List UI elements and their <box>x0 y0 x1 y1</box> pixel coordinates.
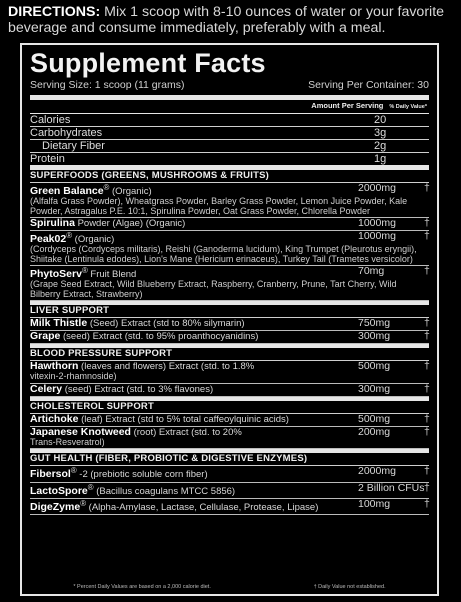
ingredient-description: (Grape Seed Extract, Wild Blueberry Extract, Raspberry, Cranberry, Prune, Tart Cherry, Wild Bilberry Extract, Strawberry) <box>30 279 397 299</box>
registered-mark: ® <box>81 266 88 276</box>
dagger-mark: † <box>424 360 430 373</box>
ingredient-row <box>30 466 429 482</box>
registered-mark: ® <box>80 498 87 508</box>
footnote-dagger: † Daily Value not established. <box>313 584 386 590</box>
ingredient-row <box>30 231 429 266</box>
ingredient-row <box>30 266 429 301</box>
dagger-mark: † <box>424 317 430 330</box>
ingredient-description: vitexin-2-rhamnoside) <box>30 371 117 382</box>
footnotes <box>22 584 437 590</box>
ingredient-detail: (leaf) Extract (std to 5% total caffeoylquinic acids) <box>78 413 289 425</box>
ingredient-name: Hawthorn <box>30 360 79 373</box>
ingredient-amount: 300mg <box>358 382 391 395</box>
ingredient-detail: -2 (prebiotic soluble corn fiber) <box>76 469 208 481</box>
ingredient-row <box>30 183 429 218</box>
registered-mark: ® <box>87 482 94 492</box>
ingredient-name: Celery <box>30 382 63 395</box>
ingredient-detail: Fruit Blend <box>87 269 137 281</box>
ingredient-detail: (Seed) Extract (std to 80% silymarin) <box>87 318 245 330</box>
ingredient-detail: (seed) Extract (std. to 95% proanthocyanidins) <box>60 331 259 343</box>
ingredient-name: PhytoServ <box>30 268 82 281</box>
registered-mark: ® <box>66 231 73 241</box>
ingredient-name: Green Balance <box>30 185 104 198</box>
nutrient-amount: 20 <box>374 114 387 126</box>
ingredient-row <box>30 361 429 384</box>
ingredient-name: Grape <box>30 330 61 343</box>
ingredient-amount: 300mg <box>358 330 391 343</box>
ingredient-name: DigeZyme <box>30 500 81 513</box>
ingredient-sections <box>30 170 429 515</box>
ingredient-amount: 2 Billion CFUs <box>358 481 425 494</box>
nutrient-row <box>30 140 429 153</box>
amount-header: Amount Per Serving <box>311 101 384 110</box>
dagger-mark: † <box>424 465 430 478</box>
ingredient-amount: 500mg <box>358 360 391 373</box>
dagger-mark: † <box>424 412 430 425</box>
ingredient-amount: 1000mg <box>358 217 396 230</box>
ingredient-detail: (Alpha-Amylase, Lactase, Cellulase, Protease, Lipase) <box>86 501 319 513</box>
nutrient-name: Carbohydrates <box>30 127 103 139</box>
nutrient-name: Calories <box>30 114 71 126</box>
ingredient-detail: (seed) Extract (std. to 3% flavones) <box>62 383 214 395</box>
ingredient-detail: (Bacillus coagulans MTCC 5856) <box>93 485 236 497</box>
ingredient-detail: (Organic) <box>109 186 152 198</box>
ingredient-amount: 70mg <box>358 265 385 278</box>
dagger-mark: † <box>424 265 430 278</box>
dagger-mark: † <box>424 382 430 395</box>
ingredient-detail: (leaves and flowers) Extract (std. to 1.8% <box>78 361 255 373</box>
nutrient-row <box>30 153 429 170</box>
ingredient-name: LactoSpore <box>30 484 88 497</box>
ingredient-amount: 2000mg <box>358 465 396 478</box>
serving-size: Serving Size: 1 scoop (11 grams) <box>30 79 185 91</box>
nutrient-amount: 1g <box>374 153 387 165</box>
nutrient-amount: 3g <box>374 127 387 139</box>
dagger-mark: † <box>424 182 430 194</box>
ingredient-detail: (root) Extract (std. to 20% <box>130 426 242 438</box>
nutrient-row <box>30 114 429 127</box>
nutrient-name: Protein <box>30 153 65 165</box>
ingredient-row <box>30 384 429 397</box>
ingredient-name: Milk Thistle <box>30 317 88 330</box>
ingredient-row <box>30 483 429 499</box>
directions-label: DIRECTIONS: <box>8 4 101 20</box>
section-title: CHOLESTEROL SUPPORT <box>30 397 429 414</box>
ingredient-row <box>30 331 429 344</box>
nutrient-name: Dietary Fiber <box>42 140 105 152</box>
ingredient-name: Japanese Knotweed <box>30 425 131 438</box>
servings-per-container: Serving Per Container: 30 <box>308 79 429 91</box>
supplement-facts-panel <box>20 43 439 596</box>
panel-title: Supplement Facts <box>30 48 266 78</box>
ingredient-row <box>30 499 429 515</box>
column-header <box>30 100 429 114</box>
section-title: SUPERFOODS (GREENS, MUSHROOMS & FRUITS) <box>30 170 429 183</box>
dagger-mark: † <box>424 230 430 243</box>
ingredient-amount: 200mg <box>358 425 391 438</box>
dagger-mark: † <box>424 481 430 494</box>
nutrient-row <box>30 127 429 140</box>
ingredient-detail: (Organic) <box>72 234 115 246</box>
dagger-mark: † <box>424 425 430 438</box>
ingredient-description: (Cordyceps (Cordyceps militaris), Reishi (Ganoderma lucidum), King Trumpet (Pleurotus eryngii), Shiitake (Lentinula edodes), Lion's Mane (Hericium erinaceus), Turkey Tail (Trametes versicolor) <box>30 244 417 264</box>
dagger-mark: † <box>424 330 430 343</box>
ingredient-amount: 1000mg <box>358 230 396 243</box>
serving-info <box>30 79 429 100</box>
dagger-mark: † <box>424 497 430 510</box>
ingredient-name: Peak02 <box>30 233 67 246</box>
ingredient-amount: 100mg <box>358 497 391 510</box>
directions-body: Mix 1 scoop with 8-10 ounces of water or your favorite beverage and consume immediately, preferably with a meal. <box>8 4 445 36</box>
ingredient-name: Fibersol <box>30 468 71 481</box>
ingredient-amount: 2000mg <box>358 182 396 194</box>
footnote-dv: * Percent Daily Values are based on a 2,000 calorie diet. <box>73 584 211 590</box>
ingredient-description: (Alfalfa Grass Powder), Wheatgrass Powder, Barley Grass Powder, Lemon Juice Powder, Kale Powder, Astragalus P.E. 10:1, Spirulina Powder, Oat Grass Powder, Chlorella Powder <box>30 196 408 216</box>
ingredient-name: Spirulina <box>30 217 75 230</box>
section-title: BLOOD PRESSURE SUPPORT <box>30 344 429 361</box>
ingredient-description: Trans-Resveratrol) <box>30 436 105 447</box>
section-title: GUT HEALTH (FIBER, PROBIOTIC & DIGESTIVE ENZYMES) <box>30 449 429 466</box>
ingredient-detail: Powder (Algae) (Organic) <box>74 218 186 230</box>
registered-mark: ® <box>103 183 110 192</box>
nutrient-amount: 2g <box>374 140 387 152</box>
ingredient-name: Artichoke <box>30 412 79 425</box>
section-title: LIVER SUPPORT <box>30 301 429 318</box>
ingredient-amount: 500mg <box>358 412 391 425</box>
directions-text <box>8 4 454 36</box>
dagger-mark: † <box>424 217 430 230</box>
nutrient-list <box>30 114 429 170</box>
dv-header: % Daily Value* <box>389 104 427 110</box>
ingredient-row <box>30 427 429 450</box>
ingredient-amount: 750mg <box>358 317 391 330</box>
registered-mark: ® <box>70 466 77 476</box>
